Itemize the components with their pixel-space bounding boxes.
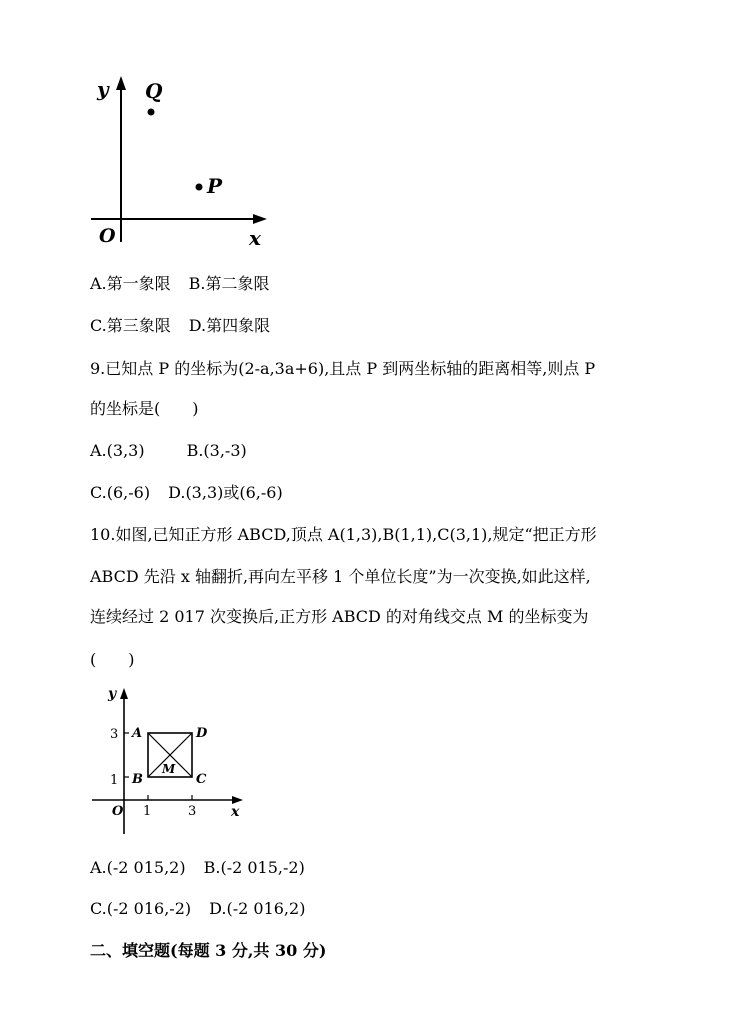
figure-quadrant-points (85, 70, 275, 250)
q10-options-row1 (90, 858, 305, 878)
q10-stem-line3: 连续经过 2 017 次变换后,正方形 ABCD 的对角线交点 M 的坐标变为 (90, 607, 589, 626)
section-heading-fill-in: 二、填空题(每题 3 分,共 30 分) (90, 941, 327, 960)
point-p (196, 184, 203, 191)
q9-option-c[interactable]: C.(6,-6) (90, 483, 151, 502)
q8-option-d[interactable]: D.第四象限 (188, 316, 271, 335)
q9-option-d[interactable]: D.(3,3)或(6,-6) (168, 483, 283, 502)
tick-label-x3: 3 (188, 804, 197, 819)
figure-square-abcd (88, 684, 248, 836)
q10-option-c[interactable]: C.(-2 016,-2) (90, 899, 192, 918)
vertex-d-label: D (196, 726, 208, 741)
q8-options-row1 (90, 274, 270, 294)
q10-option-a[interactable]: A.(-2 015,2) (90, 858, 186, 877)
center-m-label: M (162, 762, 176, 776)
y-axis-label: y (108, 686, 117, 702)
point-q (148, 109, 155, 116)
vertex-c-label: C (196, 772, 207, 787)
q9-options-row2 (90, 483, 283, 503)
point-p-label: P (207, 174, 223, 198)
y-axis-arrow (120, 688, 128, 699)
x-axis-arrow (232, 796, 243, 804)
q10-stem-line2: ABCD 先沿 x 轴翻折,再向左平移 1 个单位长度”为一次变换,如此这样, (90, 567, 591, 586)
q9-option-a[interactable]: A.(3,3) (90, 441, 145, 460)
y-axis-label: y (97, 77, 109, 101)
x-axis-arrow (253, 214, 267, 224)
q8-option-b[interactable]: B.第二象限 (188, 274, 270, 293)
q10-option-b[interactable]: B.(-2 015,-2) (203, 858, 305, 877)
origin-label: O (112, 804, 124, 819)
q10-options-row2 (90, 899, 305, 919)
q10-stem-line1: 10.如图,已知正方形 ABCD,顶点 A(1,3),B(1,1),C(3,1),规定“把正方形 (90, 525, 597, 544)
tick-label-x1: 1 (143, 804, 152, 819)
y-axis-arrow (116, 76, 126, 90)
vertex-b-label: B (132, 772, 143, 787)
x-axis-label: x (249, 226, 261, 250)
x-axis-label: x (231, 804, 240, 820)
tick-label-y1: 1 (110, 773, 119, 788)
q10-stem-line4: ( ) (90, 650, 135, 669)
q9-stem-line1: 9.已知点 P 的坐标为(2-a,3a+6),且点 P 到两坐标轴的距离相等,则点 P (90, 359, 596, 378)
origin-label: O (99, 225, 116, 247)
tick-label-y3: 3 (110, 727, 119, 742)
q8-option-c[interactable]: C.第三象限 (90, 316, 171, 335)
q9-options-row1 (90, 441, 247, 461)
vertex-a-label: A (132, 726, 143, 741)
q9-stem-line2: 的坐标是( ) (90, 399, 199, 418)
q10-option-d[interactable]: D.(-2 016,2) (209, 899, 306, 918)
point-q-label: Q (145, 79, 163, 103)
q8-options-row2 (90, 316, 270, 336)
q8-option-a[interactable]: A.第一象限 (90, 274, 171, 293)
q9-option-b[interactable]: B.(3,-3) (186, 441, 247, 460)
